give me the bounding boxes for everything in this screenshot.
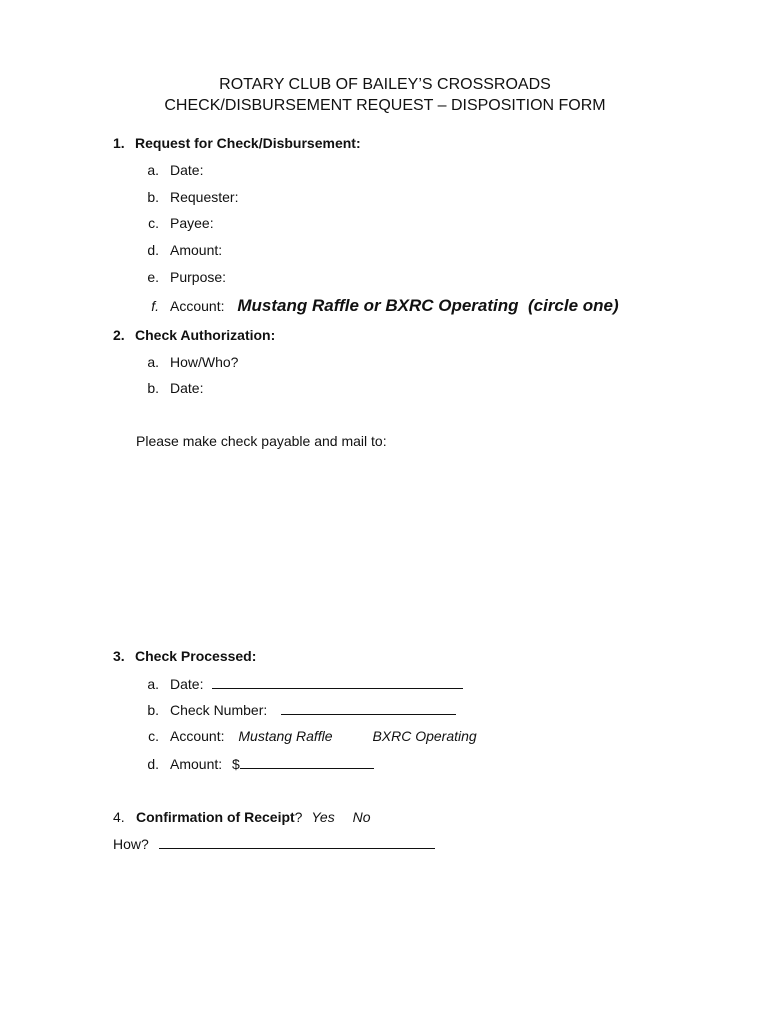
account-choice[interactable]	[136, 296, 619, 316]
item-label: Requester:	[170, 189, 239, 205]
section-2-label: Check Authorization:	[135, 327, 276, 343]
amount-underline	[240, 755, 374, 769]
purpose-field[interactable]	[136, 269, 226, 285]
section-2-heading	[113, 327, 275, 343]
section-3-heading	[113, 648, 256, 664]
form-title-line-2: CHECK/DISBURSEMENT REQUEST – DISPOSITION FORM	[164, 97, 606, 114]
item-label: Payee:	[170, 215, 214, 231]
question-mark: ?	[294, 809, 303, 825]
section-1-heading	[113, 135, 361, 151]
section-1-number: 1.	[113, 135, 125, 151]
item-label: Amount:	[170, 756, 223, 772]
account-options-text: Mustang Raffle or BXRC Operating (circle one)	[237, 296, 619, 315]
item-label: Check Number:	[170, 702, 268, 718]
amount-field[interactable]	[136, 242, 222, 258]
item-label: Account:	[170, 728, 225, 744]
item-letter: b.	[147, 189, 159, 205]
receipt-no-option[interactable]: No	[352, 809, 371, 825]
how-label: How?	[113, 836, 149, 852]
option-mustang-raffle[interactable]: Mustang Raffle	[238, 728, 333, 744]
item-label: Account:	[170, 298, 225, 314]
item-letter: d.	[147, 242, 159, 258]
section-1-label: Request for Check/Disbursement:	[135, 135, 361, 151]
authorization-date-field[interactable]	[136, 380, 203, 396]
payable-mail-note: Please make check payable and mail to:	[136, 433, 387, 449]
section-4-label: Confirmation of Receipt	[136, 809, 295, 825]
item-letter: e.	[147, 269, 159, 285]
processed-amount-field[interactable]	[136, 755, 374, 772]
section-4-number: 4.	[113, 809, 125, 825]
item-letter: a.	[147, 676, 159, 692]
receipt-how-field[interactable]	[113, 835, 435, 852]
how-underline	[159, 835, 435, 849]
section-3-label: Check Processed:	[135, 648, 257, 664]
item-letter: c.	[148, 728, 159, 744]
date-underline	[212, 675, 463, 689]
section-3-number: 3.	[113, 648, 125, 664]
item-label: Date:	[170, 162, 204, 178]
item-letter: a.	[147, 354, 159, 370]
form-title-line-1: ROTARY CLUB OF BAILEY’S CROSSROADS	[219, 76, 551, 93]
item-letter: b.	[147, 380, 159, 396]
item-letter: c.	[148, 215, 159, 231]
receipt-yes-option[interactable]: Yes	[311, 809, 335, 825]
authorization-how-who-field[interactable]	[136, 354, 238, 370]
item-letter: f.	[151, 298, 159, 314]
item-label: Purpose:	[170, 269, 227, 285]
item-label: Amount:	[170, 242, 223, 258]
check-number-underline	[281, 701, 456, 715]
check-number-field[interactable]	[136, 701, 456, 718]
request-date-field[interactable]	[136, 162, 203, 178]
item-letter: a.	[147, 162, 159, 178]
dollar-sign: $	[232, 756, 240, 772]
item-letter: d.	[147, 756, 159, 772]
item-letter: b.	[147, 702, 159, 718]
section-4-heading	[113, 809, 371, 825]
item-label: Date:	[170, 676, 204, 692]
processed-date-field[interactable]	[136, 675, 463, 692]
payee-field[interactable]	[136, 215, 214, 231]
section-2-number: 2.	[113, 327, 125, 343]
requester-field[interactable]	[136, 189, 238, 205]
item-label: How/Who?	[170, 354, 239, 370]
processed-account-field[interactable]	[136, 728, 477, 744]
option-bxrc-operating[interactable]: BXRC Operating	[372, 728, 477, 744]
item-label: Date:	[170, 380, 204, 396]
